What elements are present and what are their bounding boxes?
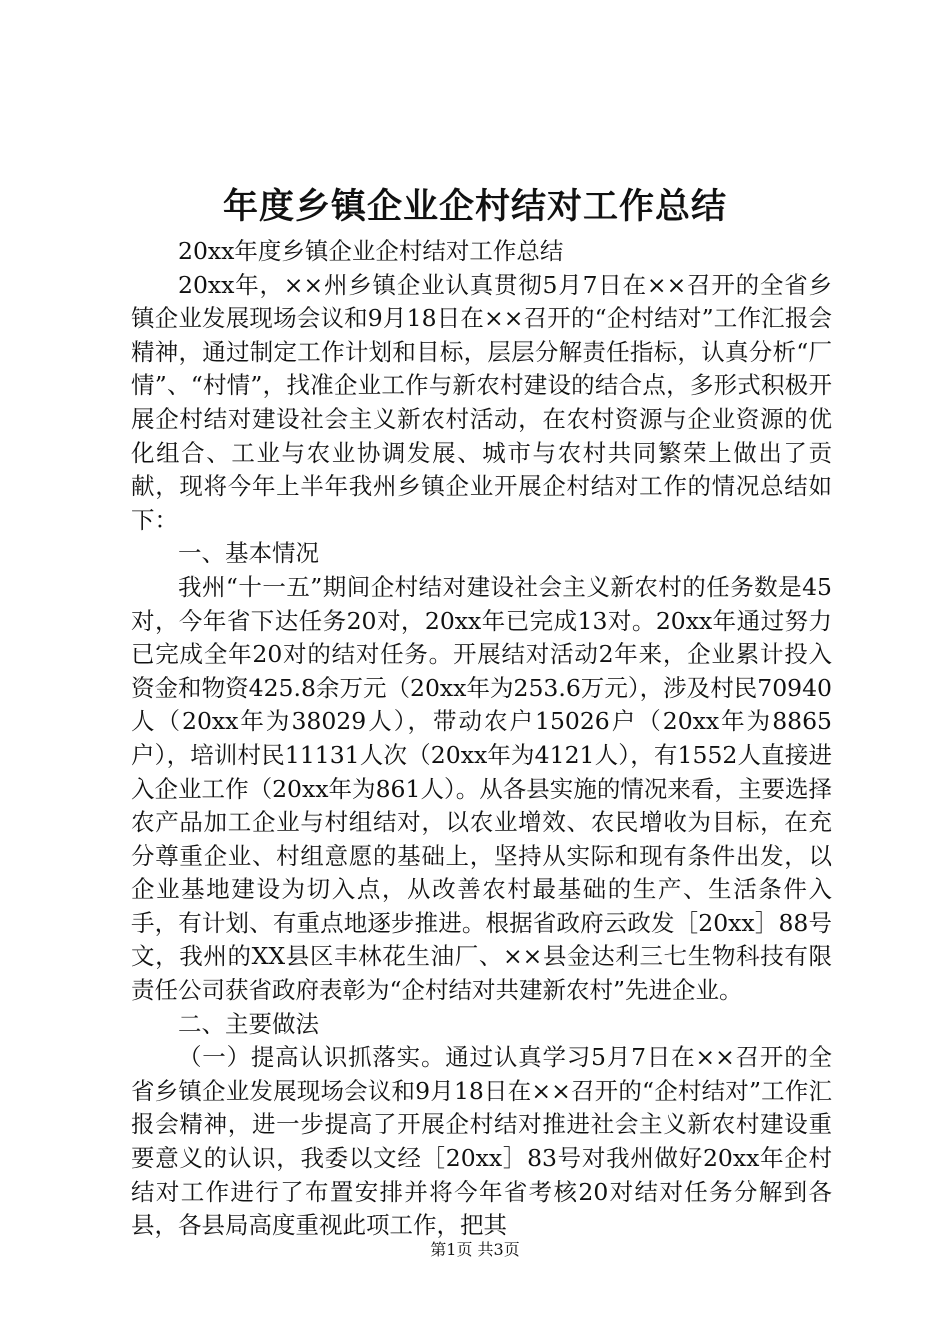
subtitle-paragraph: 20xx年度乡镇企业企村结对工作总结 <box>178 237 564 265</box>
document-title: 年度乡镇企业企村结对工作总结 <box>222 187 727 227</box>
basic-situation-paragraph: 我州“十一五”期间企村结对建设社会主义新农村的任务数是45对，今年省下达任务20对，20xx年已完成13对。20xx年通过努力已完成全年20对的结对任务。开展结对活动2年来，企业累计投入资金和物资425.8余万元（20xx年为253.6万元），涉及村民70940人（20xx年为38029人），带动农户15026户（20xx年为8865户），培训村民11131人次（20xx年为4121人），有1552人直接进入企业工作（20xx年为861人）。从各县实施的情况来看，主要选择农产品加工企业与村组结对，以农业增效、农民增收为目标，在充分尊重企业、村组意愿的基础上，坚持从实际和现有条件出发，以企业基地建设为切入点，从改善农村最基础的生产、生活条件入手，有计划、有重点地逐步推进。根据省政府云政发［20xx］88号文，我州的XX县区丰林花生油厂、××县金达利三七生物科技有限责任公司获省政府表彰为“企村结对共建新农村”先进企业。 <box>131 572 832 1005</box>
intro-paragraph: 20xx年，××州乡镇企业认真贯彻5月7日在××召开的全省乡镇企业发展现场会议和9月18日在××召开的“企村结对”工作汇报会精神，通过制定工作计划和目标，层层分解责任指标，认真分析“厂情”、“村情”，找准企业工作与新农村建设的结合点，多形式积极开展企村结对建设社会主义新农村活动，在农村资源与企业资源的优化组合、工业与农业协调发展、城市与农村共同繁荣上做出了贡献，现将今年上半年我州乡镇企业开展企村结对工作的情况总结如下： <box>131 270 832 534</box>
document-body <box>131 235 832 1243</box>
practice-paragraph-1: （一）提高认识抓落实。通过认真学习5月7日在××召开的全省乡镇企业发展现场会议和9月18日在××召开的“企村结对”工作汇报会精神，进一步提高了开展企村结对推进社会主义新农村建设重要意义的认识，我委以文经［20xx］83号对我州做好20xx年企村结对工作进行了布置安排并将今年省考核20对结对任务分解到各县，各县局高度重视此项工作，把其 <box>131 1043 832 1240</box>
section-heading-basic-situation: 一、基本情况 <box>178 539 319 568</box>
page-number-footer: 第1页 共3页 <box>430 1240 520 1259</box>
section-heading-main-practices: 二、主要做法 <box>178 1009 319 1038</box>
